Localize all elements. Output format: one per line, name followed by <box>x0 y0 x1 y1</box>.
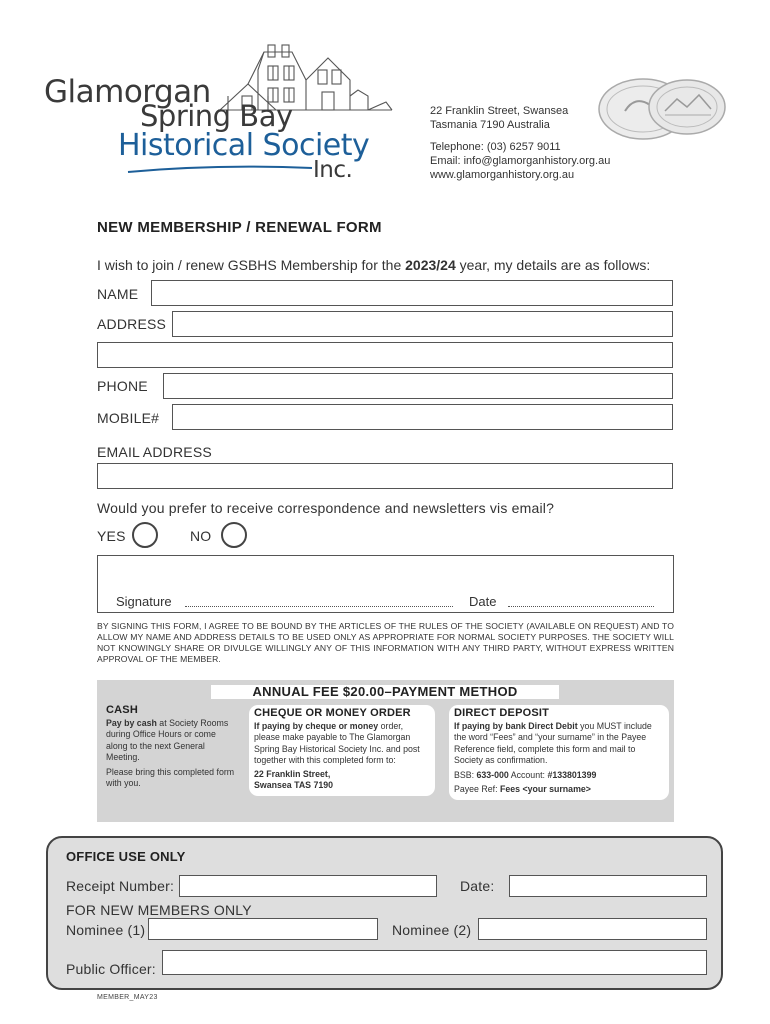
mobile-field[interactable] <box>172 404 673 430</box>
name-field[interactable] <box>151 280 673 306</box>
society-logo <box>40 40 380 190</box>
cash-bring-form: Please bring this completed form with you. <box>106 766 235 788</box>
payment-title: ANNUAL FEE $20.00–PAYMENT METHOD <box>211 685 559 699</box>
signature-line[interactable] <box>185 606 453 607</box>
nominee2-label: Nominee (2) <box>392 922 472 938</box>
contact-address-line1: 22 Franklin Street, Swansea <box>430 105 569 117</box>
society-seal-icon <box>595 75 730 155</box>
deposit-payee-ref <box>454 784 664 796</box>
disclaimer-text: BY SIGNING THIS FORM, I AGREE TO BE BOUND BY THE ARTICLES OF THE RULES OF THE SOCIETY (AVAILABLE ON REQUEST) AND TO ALLOW MY NAME AND ADDRESS DETAILS TO BE USED ONLY AS APPROPRIATE FOR NORMAL SOCIETY PURPOSES. THE SOCIETY WILL NOT KNOWINGLY SHARE OR DIVULGE WILLINGLY ANY OF THIS INFORMATION WITH ANY THIRD PARTY, WITHOUT EXPRESS WRITTEN APPROVAL OF THE MEMBER. <box>97 621 674 664</box>
email-preference-question: Would you prefer to receive correspondence and newsletters vis email? <box>97 500 555 516</box>
bsb-label: BSB: <box>454 769 477 780</box>
contact-telephone: Telephone: (03) 6257 9011 <box>430 141 561 153</box>
deposit-text-bold: If paying by bank Direct Debit <box>454 720 578 731</box>
cheque-text-body: order, please make payable to The Glamorgan Spring Bay Historical Society Inc. and post together with this completed form to: <box>254 720 420 765</box>
account-value: #133801399 <box>547 769 597 780</box>
bsb-value: 633-000 <box>476 769 509 780</box>
deposit-panel <box>449 705 669 800</box>
cheque-address-line1: 22 Franklin Street, <box>254 768 331 779</box>
office-date-field[interactable] <box>509 875 707 897</box>
name-label: NAME <box>97 286 139 302</box>
no-label: NO <box>190 528 212 544</box>
logo-line-glamorgan: Glamorgan <box>44 74 211 110</box>
office-use-title: OFFICE USE ONLY <box>66 849 186 864</box>
membership-year: 2023/24 <box>405 257 456 273</box>
intro-text-pre: I wish to join / renew GSBHS Membership for the <box>97 257 406 273</box>
phone-label: PHONE <box>97 378 148 394</box>
email-label: EMAIL ADDRESS <box>97 444 212 460</box>
form-code: MEMBER_MAY23 <box>97 994 158 1001</box>
account-label: Account: <box>508 769 548 780</box>
cheque-text <box>254 721 430 767</box>
deposit-text <box>454 721 664 767</box>
logo-line-inc: Inc. <box>313 157 353 183</box>
contact-address-line2: Tasmania 7190 Australia <box>430 119 550 131</box>
cheque-heading: CHEQUE OR MONEY ORDER <box>254 707 411 719</box>
cheque-column <box>249 705 435 796</box>
signature-date-label: Date <box>469 594 497 609</box>
address-field-line2[interactable] <box>97 342 673 368</box>
deposit-heading: DIRECT DEPOSIT <box>454 707 550 719</box>
nominee2-field[interactable] <box>478 918 707 940</box>
cash-text-body: at Society Rooms during Office Hours or come along to the next General Meeting. <box>106 717 229 762</box>
form-title: NEW MEMBERSHIP / RENEWAL FORM <box>97 219 382 236</box>
office-use-box <box>46 836 723 990</box>
cheque-panel <box>249 705 435 796</box>
deposit-text-body: you MUST include the word “Fees” and “your surname” in the Payee Reference field, complete this form and mail to Society as confirmation. <box>454 720 652 765</box>
cash-text-bold: Pay by cash <box>106 717 157 728</box>
yes-label: YES <box>97 528 126 544</box>
payee-value: Fees <your surname> <box>499 784 591 794</box>
cash-text <box>106 718 236 764</box>
deposit-column <box>449 705 669 800</box>
logo-line-historical-society: Historical Society <box>118 128 370 163</box>
intro-text <box>97 257 650 273</box>
nominee1-label: Nominee (1) <box>66 922 146 938</box>
mobile-label: MOBILE# <box>97 410 160 426</box>
new-members-heading: FOR NEW MEMBERS ONLY <box>66 902 252 918</box>
contact-website: www.glamorganhistory.org.au <box>430 169 575 181</box>
logo-swoosh-icon <box>126 162 316 176</box>
phone-field[interactable] <box>163 373 673 399</box>
logo-line-spring-bay: Spring Bay <box>140 99 293 133</box>
contact-email: Email: info@glamorganhistory.org.au <box>430 155 611 167</box>
signature-box[interactable] <box>97 555 674 613</box>
cheque-text-bold: If paying by cheque or money <box>254 720 379 731</box>
signature-date-line[interactable] <box>508 606 654 607</box>
signature-label: Signature <box>116 594 172 609</box>
address-label: ADDRESS <box>97 316 167 332</box>
cheque-address-line2: Swansea TAS 7190 <box>254 780 334 790</box>
intro-text-post: year, my details are as follows: <box>455 257 651 273</box>
email-field[interactable] <box>97 463 673 489</box>
no-radio[interactable] <box>221 522 247 548</box>
receipt-number-field[interactable] <box>179 875 437 897</box>
public-officer-field[interactable] <box>162 950 707 975</box>
receipt-number-label: Receipt Number: <box>66 878 175 894</box>
payment-method-box <box>97 680 674 822</box>
office-date-label: Date: <box>460 878 495 894</box>
deposit-bank-details <box>454 770 664 782</box>
nominee1-field[interactable] <box>148 918 378 940</box>
public-officer-label: Public Officer: <box>66 961 156 977</box>
payee-label: Payee Ref: <box>454 784 500 794</box>
address-field[interactable] <box>172 311 673 337</box>
yes-radio[interactable] <box>132 522 158 548</box>
cash-column <box>106 705 236 790</box>
cash-heading: CASH <box>106 704 138 716</box>
contact-details <box>430 104 610 182</box>
